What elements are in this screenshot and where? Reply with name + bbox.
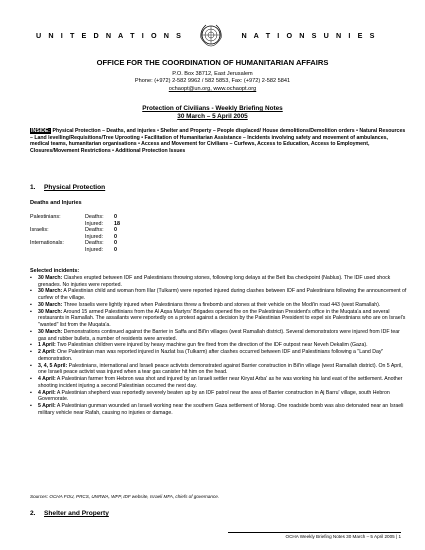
section-heading-physical-protection — [30, 184, 105, 191]
incident-item — [30, 403, 408, 416]
incident-date: 30 March: — [38, 275, 63, 281]
report-title-line1: Protection of Civilians - Weekly Briefing Notes — [142, 105, 283, 112]
incident-date: 30 March: — [38, 308, 63, 315]
stats-group: Palestinians: — [30, 214, 61, 220]
sources-note: Sources: OCHA FOU, PRCS, UNRWA, WFP, IDF website, Israeli MFA, chiefs of governance. — [30, 494, 220, 499]
footer-divider — [228, 532, 401, 533]
stats-group: Internationals: — [30, 240, 64, 246]
incident-text: Two Palestinian children were injured by heavy machine gun fire fired from the direction of the IDF outpost near Neveh Dekalim (Gaza). — [55, 342, 368, 349]
stats-value: 0 — [114, 233, 117, 240]
section-title: Shelter and Property — [44, 510, 109, 517]
incident-item — [30, 342, 408, 349]
incident-item — [30, 363, 408, 376]
stats-label: Injured: — [85, 233, 103, 240]
report-date-range: 30 March – 5 April 2005 — [177, 113, 248, 120]
incident-text: Clashes erupted between IDF and Palestinians throwing stones, following long delays at the Beit Iba checkpoint (Nablus). The IDF used shock grenades. No injuries were reported. — [38, 275, 391, 288]
incident-text: Three Israelis were lightly injured when Palestinians threw a firebomb and stones at their vehicle on the Modi'in road 443 (west Ramallah). — [62, 301, 381, 308]
incident-item — [30, 288, 408, 301]
incident-text: A Palestinian shepherd was reportedly severely beaten up by an IDF patrol near the area of Barrier construction in Aj Barru' village, south Hebron Governorate. — [38, 389, 390, 403]
incident-date: 30 March: — [38, 288, 63, 295]
phone-fax: Phone: (+972) 2-582 9962 / 582 5853, Fax: (+972) 2-582 5841 — [134, 78, 291, 85]
incident-text: Around 15 armed Palestinians from the Al Aqsa Martyrs' Brigades opened fire on the Palestinian President's office in the Muqata'a and several restaurants in Ramallah. The assailants were reportedly on a protest against a decision by the Palestinian President to expel six Palestinians who are on Israel's "wanted" list from the Muqata'a. — [38, 308, 406, 329]
page-footer: OCHA Weekly Briefing Notes 30 March – 5 April 2005 | 1 — [285, 534, 401, 539]
section-title: Physical Protection — [44, 184, 106, 191]
section-number: 1. — [30, 184, 36, 191]
stats-value: 18 — [114, 220, 120, 227]
incident-item — [30, 302, 408, 309]
inside-summary — [30, 128, 408, 154]
stats-value: 0 — [114, 227, 117, 233]
inside-text: Physical Protection – Deaths, and injuries • Shelter and Property – People displaced/ House demolitions/Demolition orders • Natural Resources – Land levelling/Requisitions/Tree Uprooting • Facilitation of Humanitarian Assistance – Incidents involving safety and movement of ambulances, medical teams, humanitarian organisations • Access and Movement for Civilians – Curfews, Access to Education, Access to Employment, Closures/Movement Restrictions • Additional Protection Issues — [30, 128, 406, 154]
incidents-heading: Selected incidents: — [30, 268, 80, 274]
incident-text: One Palestinian man was reported injured in Nazlat Isa (Tulkarm) after clashes occurred between IDF and Palestinians following a "Land Day" demonstration. — [38, 349, 384, 362]
incident-date: 3, 4, 5 April: — [38, 362, 68, 369]
incident-date: 1 April: — [38, 342, 56, 349]
stats-value: 0 — [114, 246, 117, 253]
stats-label: Deaths: — [85, 214, 104, 220]
incident-text: Demonstrations continued against the Barrier in Saffa and Bil'in villages (west Ramallah district). Several demonstrators were injured from IDF tear gas and rubber bullets, a number of residents were arrested. — [38, 328, 400, 342]
stats-label: Injured: — [85, 246, 103, 253]
incident-text: A Palestinian child and woman from Illar (Tulkarm) were reported injured during clashes between IDF and Palestinians following the announcement of curfew of the village. — [38, 288, 407, 302]
section-heading-shelter-property — [30, 510, 109, 517]
org-name-french: N A T I O N S U N I E S — [241, 31, 377, 40]
stats-label: Deaths: — [85, 240, 104, 246]
stats-value: 0 — [114, 214, 117, 220]
section-number: 2. — [30, 510, 36, 517]
incident-text: A Palestinian gunman wounded an Israeli working near the southern Gaza settlement of Morag. One roadside bomb was also detonated near an Israeli military vehicle near Rafah, causing no injuries or damage. — [38, 403, 404, 416]
incident-date: 30 March: — [38, 301, 63, 308]
incident-date: 4 April: — [38, 389, 56, 396]
incident-item — [30, 349, 408, 362]
incident-item — [30, 275, 408, 288]
inside-tag: INSIDE: — [31, 128, 51, 134]
un-emblem-icon — [196, 20, 226, 50]
incident-text: Palestinians, international and Israeli peace activists demonstrated against Barrier construction in Bil'in village (west Ramallah district). On 5 April, one Israeli peace activist was injured when a tear gas canister hit him on the head. — [38, 362, 403, 376]
org-name-english: U N I T E D N A T I O N S — [36, 31, 184, 40]
incident-text: A Palestinian farmer from Hebron was shot and injured by an Israeli settler near Kiryat Arba' as he was working his land east of the settlement. Another shooting incident injuring a second Palestinian occurred the next day. — [38, 376, 403, 389]
stats-label: Deaths: — [85, 227, 104, 233]
incident-item — [30, 390, 408, 403]
incident-item — [30, 329, 408, 342]
postal-address: P.O. Box 38712, East Jerusalem — [172, 71, 253, 77]
incident-date: 5 April: — [38, 403, 56, 410]
incident-item — [30, 309, 408, 329]
incident-date: 30 March: — [38, 328, 63, 335]
incident-item — [30, 376, 408, 389]
incidents-list — [30, 275, 408, 417]
stats-value: 0 — [114, 240, 117, 246]
office-address — [0, 71, 425, 93]
incident-date: 2 April: — [38, 349, 56, 356]
stats-group: Israelis: — [30, 227, 49, 233]
stats-label: Injured: — [85, 220, 103, 227]
incident-date: 4 April: — [38, 376, 56, 383]
office-name: OFFICE FOR THE COORDINATION OF HUMANITARIAN AFFAIRS — [96, 58, 329, 67]
email-website-link[interactable]: ochaopt@un.org, www.ochaopt.org — [168, 85, 257, 92]
subheading-deaths-injuries: Deaths and Injuries — [30, 200, 82, 206]
report-title — [0, 105, 425, 121]
